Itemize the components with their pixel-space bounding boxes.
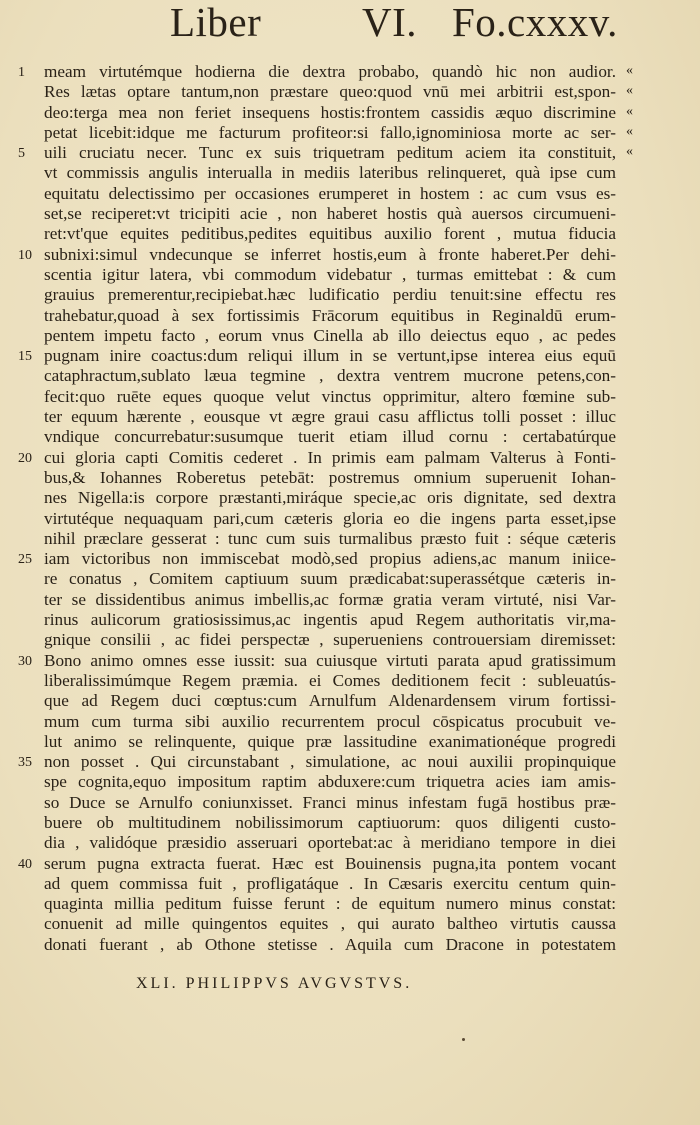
line-text: deo:terga mea non feriet insequens hostis:frontem cassidis æquo discrimine: [44, 102, 616, 122]
body-text: [18, 62, 633, 955]
line-text: nihil præclare gesserat : tunc cum suis turmalibus præsto fuit : séque cæteris: [44, 528, 616, 548]
text-line: [18, 62, 633, 82]
line-text: ter se dissidentibus animus imbellis,ac formæ gratia veram virtuté, nisi Var-: [44, 589, 616, 609]
line-text: Res lætas optare tantum,non præstare queo:quod vnū mei arbitrii est,spon-: [44, 82, 616, 102]
line-number: 25: [18, 552, 32, 568]
text-line: [44, 122, 633, 143]
ink-speck: [462, 1038, 465, 1041]
text-line: [44, 265, 624, 285]
catchword-footer: XLI. PHILIPPVS AVGVSTVS.: [136, 975, 413, 992]
text-line: [44, 387, 624, 407]
line-text: grauius premerentur,recipiebat.hæc ludificatio perdiu tenuit:sine effectu res: [44, 285, 616, 305]
text-line: [18, 143, 633, 163]
line-text: scentia igitur latera, vbi commodum videbatur , turmas emittebat : & cum: [44, 264, 616, 284]
line-number: 40: [18, 856, 32, 872]
text-line: [44, 224, 624, 244]
line-text: non posset . Qui circunstabant , simulatione, ac noui auxilii propinquique: [44, 752, 616, 772]
text-line: [44, 712, 624, 732]
line-text: vt commissis angulis interualla in mediis lateribus relinqueret, quà ipse cum: [44, 163, 616, 183]
text-line: [44, 184, 624, 204]
text-line: [44, 813, 624, 833]
text-line: [44, 509, 624, 529]
quotation-mark: «: [626, 123, 633, 139]
line-text: uili cruciatu necer. Tunc ex suis triquetram peditum aciem ita constituit,: [44, 143, 616, 163]
quotation-mark: «: [626, 63, 633, 78]
header-folio-number: Fo.cxxxv.: [452, 0, 618, 45]
text-line: [44, 671, 624, 691]
text-line: [44, 102, 633, 123]
text-line: [44, 163, 624, 183]
text-line: [44, 833, 624, 853]
line-number: 5: [18, 146, 25, 162]
text-line: [18, 244, 624, 265]
header-book-label: Liber: [170, 0, 262, 45]
line-text: cataphractum,sublato læua tegmine , dextra ventrem mucrone petens,con-: [44, 366, 616, 386]
text-line: [44, 874, 624, 894]
text-line: [44, 204, 624, 224]
line-text: dia , validóque præsidio asseruari oportebat:ac à meridiano tempore in diei: [44, 833, 616, 853]
text-line: [44, 732, 624, 752]
text-line: [44, 935, 624, 955]
line-text: cui gloria capti Comitis cederet . In primis eam palmam Valterus à Fonti-: [44, 447, 616, 467]
text-line: [44, 610, 624, 630]
quotation-mark: «: [626, 83, 633, 99]
line-text: re conatus , Comitem captiuum suum prædicabat:superassétque cæteris in-: [44, 569, 616, 589]
line-text: ret:vt'que equites peditibus,pedites equitibus auxilio forent , mutua fiducia: [44, 224, 616, 244]
text-line: [44, 306, 624, 326]
line-text: pentem impetu facto , eorum vnus Cinella ab illo deiectus equo , ac pedes: [44, 325, 616, 345]
line-text: ad quem commissa fuit , profligatáque . In Cæsaris exercitu centum quin-: [44, 873, 616, 893]
line-text: so Duce se Arnulfo coniunxisset. Franci minus infestam fugā hostibus præ-: [44, 792, 616, 812]
line-text: Bono animo omnes esse iussit: sua cuiusque virtuti parata apud gratissimum: [44, 650, 616, 670]
line-text: ter equum hærente , eousque vt ægre graui casu afflictus tolli posset : illuc: [44, 407, 616, 427]
line-text: equitatu delectissimo per occasiones erumperet in hostem : ac cum vsus es-: [44, 183, 616, 203]
line-text: conuenit ad mille quingentos equites , qui aurato baltheo virtutis caussa: [44, 914, 616, 934]
line-text: buere ob multitudinem nobilissimorum captiuorum: quos diligenti custo-: [44, 812, 616, 832]
line-text: iam victoribus non immiscebat modò,sed propius adiens,ac manum iniice-: [44, 549, 616, 569]
line-number: 20: [18, 450, 32, 466]
text-line: [44, 427, 624, 447]
text-line: [44, 468, 624, 488]
line-text: bus,& Iohannes Roberetus petebāt: postremus omnium superuenit Iohan-: [44, 467, 616, 487]
line-text: quaginta millia peditum fuisse ferunt : de equitum numero minus constat:: [44, 894, 616, 914]
line-number: 35: [18, 755, 32, 771]
text-line: [44, 529, 624, 549]
text-line: [18, 650, 624, 671]
line-text: rinus aulicorum gratiosissimus,ac ingentis apud Regem authoritatis vir,ma-: [44, 610, 616, 630]
text-line: [44, 82, 633, 102]
quotation-mark: «: [626, 144, 633, 160]
line-text: vndique concurrebatur:susumque tuerit etiam illud cornu : certabatúrque: [44, 427, 616, 447]
text-line: [44, 407, 624, 427]
text-line: [44, 772, 624, 792]
line-text: nes Nigella:is corpore præstanti,miráque specie,ac oris dignitate, sed dextra: [44, 488, 616, 508]
text-line: [44, 630, 624, 650]
text-line: [44, 590, 624, 610]
line-text: virtutéque nequaquam pari,cum cæteris gloria eo die ingens parta esset,ipse: [44, 508, 616, 528]
text-line: [44, 793, 624, 813]
text-line: [44, 326, 624, 346]
quotation-mark: «: [626, 103, 633, 119]
text-line: [18, 549, 624, 569]
text-line: [44, 894, 624, 914]
text-line: [44, 691, 624, 711]
text-line: [18, 752, 624, 772]
line-number: 30: [18, 653, 32, 669]
line-text: meam virtutémque hodierna die dextra probabo, quandò hic non audior.: [44, 62, 616, 81]
line-text: spe cognita,equo impositum raptim abduxere:cum triquetra acies iam amis-: [44, 772, 616, 792]
text-line: [44, 569, 624, 589]
line-text: fecit:quo ruēte eques quoque velut vinctus opprimitur, altero fœmine sub-: [44, 386, 616, 406]
text-line: [44, 366, 624, 386]
line-text: set,se reciperet:vt tricipiti acie , non haberet hostis quà auersos circumueni-: [44, 204, 616, 224]
line-text: petat licebit:idque me facturum profiteor:si fallo,ignominiosa morte ac ser-: [44, 122, 616, 142]
text-line: [18, 447, 624, 468]
text-line: [18, 346, 624, 366]
text-line: [44, 285, 624, 305]
text-line: [44, 488, 624, 508]
line-number: 15: [18, 349, 32, 365]
line-text: donati fuerant , ab Othone stetisse . Aquila cum Dracone in potestatem: [44, 934, 616, 954]
line-text: trahebatur,quoad à sex fortissimis Frācorum equitibus in Reginaldū erum-: [44, 305, 616, 325]
header-book-number: VI.: [362, 0, 418, 45]
line-number: 10: [18, 247, 32, 263]
line-text: subnixi:simul vndecunque se inferret hostis,eum à fronte haberet.Per dehi-: [44, 244, 616, 264]
line-text: mum cum turma sibi auxilio recurrentem procul cōspicatus procubuit ve-: [44, 711, 616, 731]
line-text: pugnam inire coactus:dum reliqui illum in se vertunt,ipse interea eius equū: [44, 346, 616, 366]
line-text: serum pugna extracta fuerat. Hæc est Bouinensis pugna,ita pontem vocant: [44, 853, 616, 873]
line-text: que ad Regem duci cœptus:cum Arnulfum Aldenardensem virum fortissi-: [44, 691, 616, 711]
line-text: lut animo se relinquente, quique præ lassitudine exanimationéque progredi: [44, 731, 616, 751]
text-line: [44, 914, 624, 934]
text-line: [18, 853, 624, 874]
line-text: liberalissimúmque Regem præmia. ei Comes deditionem fecit : subleuatús-: [44, 670, 616, 690]
line-number: 1: [18, 65, 25, 80]
page-header: [170, 0, 630, 46]
line-text: gnique consilii , ac fidei perspectæ , superueniens controuersiam diremisset:: [44, 630, 616, 650]
